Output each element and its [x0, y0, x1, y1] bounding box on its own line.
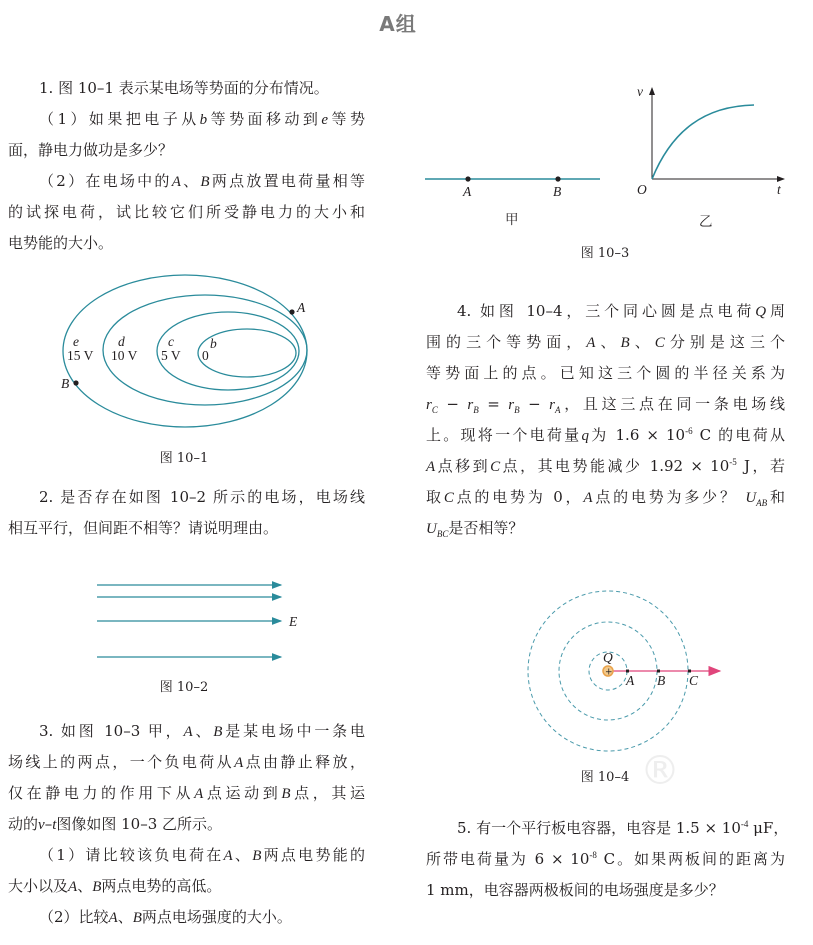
vt-curve — [652, 105, 754, 179]
text-line: 2. 是否存在如图 10–2 所示的电场，电场线 — [39, 488, 365, 506]
label-b: B — [657, 673, 666, 688]
surface-b-potential: 0 — [202, 348, 209, 363]
label-b: B — [553, 184, 562, 199]
label-a: A — [463, 184, 472, 199]
axis-t-label: t — [777, 182, 781, 197]
watermark-registered-mark: ® — [640, 748, 680, 794]
part-label-yi: 乙 — [699, 214, 713, 229]
text-line: 4. 如图 10–4，三个同心圆是点电荷Q周 — [457, 302, 785, 320]
part-label-jia: 甲 — [505, 212, 519, 227]
text-line: 电势能的大小。 — [8, 234, 114, 252]
surface-c-potential: 5 V — [161, 348, 181, 363]
caption-fig-10-3: 图 10–3 — [580, 246, 630, 261]
surface-c-name: c — [168, 334, 174, 349]
text-line: $U_{BC}$是否相等？ — [426, 519, 524, 539]
point-a-dot — [289, 309, 294, 314]
label-a: A — [626, 673, 635, 688]
text-line: 3. 如图 10–3 甲，A、B是某电场中一条电 — [39, 722, 365, 740]
label-q: Q — [603, 650, 613, 665]
point-a-dot — [465, 176, 470, 181]
field-label-e: E — [289, 614, 298, 629]
text-line: （1）请比较该负电荷在A、B两点电势能的 — [39, 846, 365, 864]
text-line: 5. 有一个平行板电容器，电容是 $1.5 \times 10^{-4}$ μF， — [457, 819, 789, 837]
text-line: 1. 图 10–1 表示某电场等势面的分布情况。 — [39, 79, 329, 97]
text-line: 场线上的两点，一个负电荷从A点由静止释放， — [8, 753, 365, 771]
text-line: 的试探电荷，试比较它们所受静电力的大小和 — [8, 203, 365, 221]
surface-d-name: d — [118, 334, 125, 349]
text-line: （2）在电场中的A、B两点放置电荷量相等 — [39, 172, 365, 190]
text-line: 仅在静电力的作用下从A点运动到B点，其运 — [8, 784, 365, 802]
text-line: 取C点的电势为 0，A点的电势为多少？ $U_{AB}$和 — [426, 488, 785, 508]
text-line: 面，静电力做功是多少？ — [8, 141, 174, 159]
text-line: 等势面上的点。已知这三个圆的半径关系为 — [426, 364, 785, 382]
point-b-dot — [555, 176, 560, 181]
charge-sign: + — [605, 667, 613, 678]
axis-v-label: v — [637, 84, 643, 99]
caption-fig-10-1: 图 10–1 — [159, 451, 209, 466]
text-line: （2）比较A、B两点电场强度的大小。 — [39, 908, 292, 926]
surface-e-potential: 15 V — [67, 348, 94, 363]
figure-10-1 — [63, 275, 307, 427]
text-line: 围的三个等势面，A、B、C分别是这三个 — [426, 333, 785, 351]
text-line: 相互平行，但间距不相等？请说明理由。 — [8, 519, 279, 537]
figure-10-2 — [97, 585, 281, 657]
text-line: 1 mm，电容器两极板间的电场强度是多少？ — [426, 881, 724, 899]
label-b: B — [61, 376, 70, 391]
text-line: 大小以及A、B两点电势的高低。 — [8, 877, 222, 895]
caption-fig-10-4: 图 10–4 — [580, 770, 630, 785]
text-line: 所带电荷量为 $6 \times 10^{-8}$ C。如果两板间的距离为 — [426, 850, 785, 868]
surface-d-potential: 10 V — [111, 348, 138, 363]
surface-b-name: b — [210, 336, 217, 351]
section-title: A组 — [379, 12, 417, 36]
text-line: 上。现将一个电荷量q为 $1.6 \times 10^{-6}$ C 的电荷从 — [426, 426, 785, 444]
text-line: $r_C - r_B = r_B - r_A$，且这三点在同一条电场线 — [426, 395, 785, 415]
text-line: A点移到C点，其电势能减少 $1.92 \times 10^{-5}$ J，若 — [426, 457, 785, 475]
label-a: A — [297, 300, 306, 315]
text-line: （1）如果把电子从b等势面移动到e等势 — [39, 110, 365, 128]
origin-label: O — [637, 182, 647, 197]
text-line: 动的v–t图像如图 10–3 乙所示。 — [8, 815, 223, 833]
point-b-dot — [73, 380, 78, 385]
surface-e-name: e — [73, 334, 79, 349]
label-c: C — [689, 673, 699, 688]
caption-fig-10-2: 图 10–2 — [159, 680, 209, 695]
